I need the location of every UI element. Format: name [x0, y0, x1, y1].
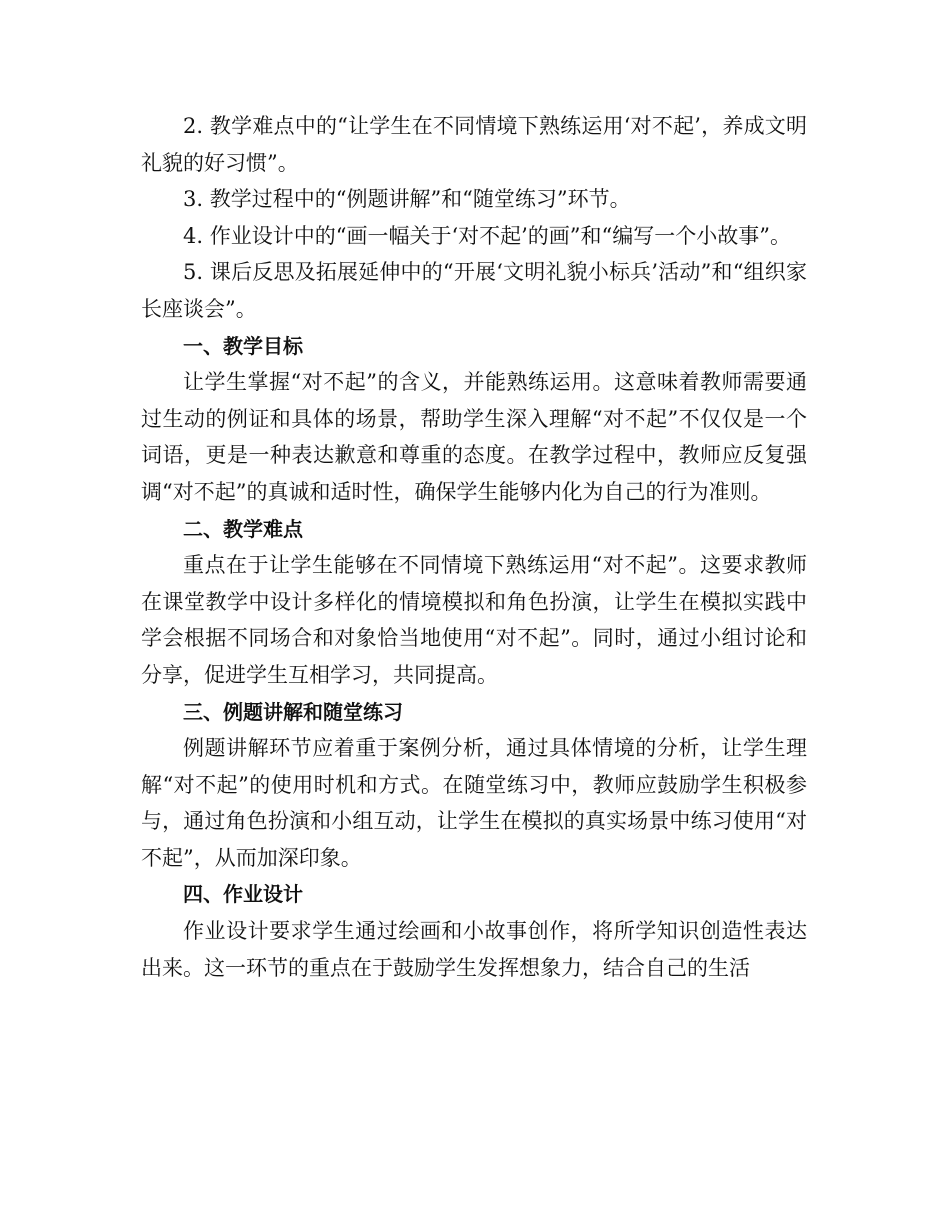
section-heading-teaching-goals: 一、教学目标	[183, 333, 303, 358]
list-item-5: 5. 课后反思及拓展延伸中的“开展‘文明礼貌小标兵’活动”和“组织家长座谈会”。	[141, 260, 807, 321]
list-item-4: 4. 作业设计中的“画一幅关于‘对不起’的画”和“编写一个小故事”。	[183, 223, 792, 248]
section-body-homework-design: 作业设计要求学生通过绘画和小故事创作，将所学知识创造性表达出来。这一环节的重点在于鼓励学生发挥想象力，结合自己的生活	[141, 919, 807, 980]
section-body-teaching-difficulties: 重点在于让学生能够在不同情境下熟练运用“对不起”。这要求教师在课堂教学中设计多样化的情境模拟和角色扮演，让学生在模拟实践中学会根据不同场合和对象恰当地使用“对不起”。同时，通过小组讨论和分享，促进学生互相学习，共同提高。	[141, 553, 807, 687]
section-heading-examples-practice: 三、例题讲解和随堂练习	[183, 699, 403, 724]
section-heading-homework-design: 四、作业设计	[183, 882, 303, 907]
list-item-2: 2. 教学难点中的“让学生在不同情境下熟练运用‘对不起’，养成文明礼貌的好习惯”。	[141, 114, 807, 175]
section-heading-teaching-difficulties: 二、教学难点	[183, 516, 303, 541]
list-item-3: 3. 教学过程中的“例题讲解”和“随堂练习”环节。	[183, 187, 631, 212]
section-body-teaching-goals: 让学生掌握“对不起”的含义，并能熟练运用。这意味着教师需要通过生动的例证和具体的场景，帮助学生深入理解“对不起”不仅仅是一个词语，更是一种表达歉意和尊重的态度。在教学过程中，教师应反复强调“对不起”的真诚和适时性，确保学生能够内化为自己的行为准则。	[141, 370, 807, 504]
document-page	[141, 108, 807, 986]
section-body-examples-practice: 例题讲解环节应着重于案例分析，通过具体情境的分析，让学生理解“对不起”的使用时机和方式。在随堂练习中，教师应鼓励学生积极参与，通过角色扮演和小组互动，让学生在模拟的真实场景中练习使用“对不起”，从而加深印象。	[141, 736, 807, 870]
